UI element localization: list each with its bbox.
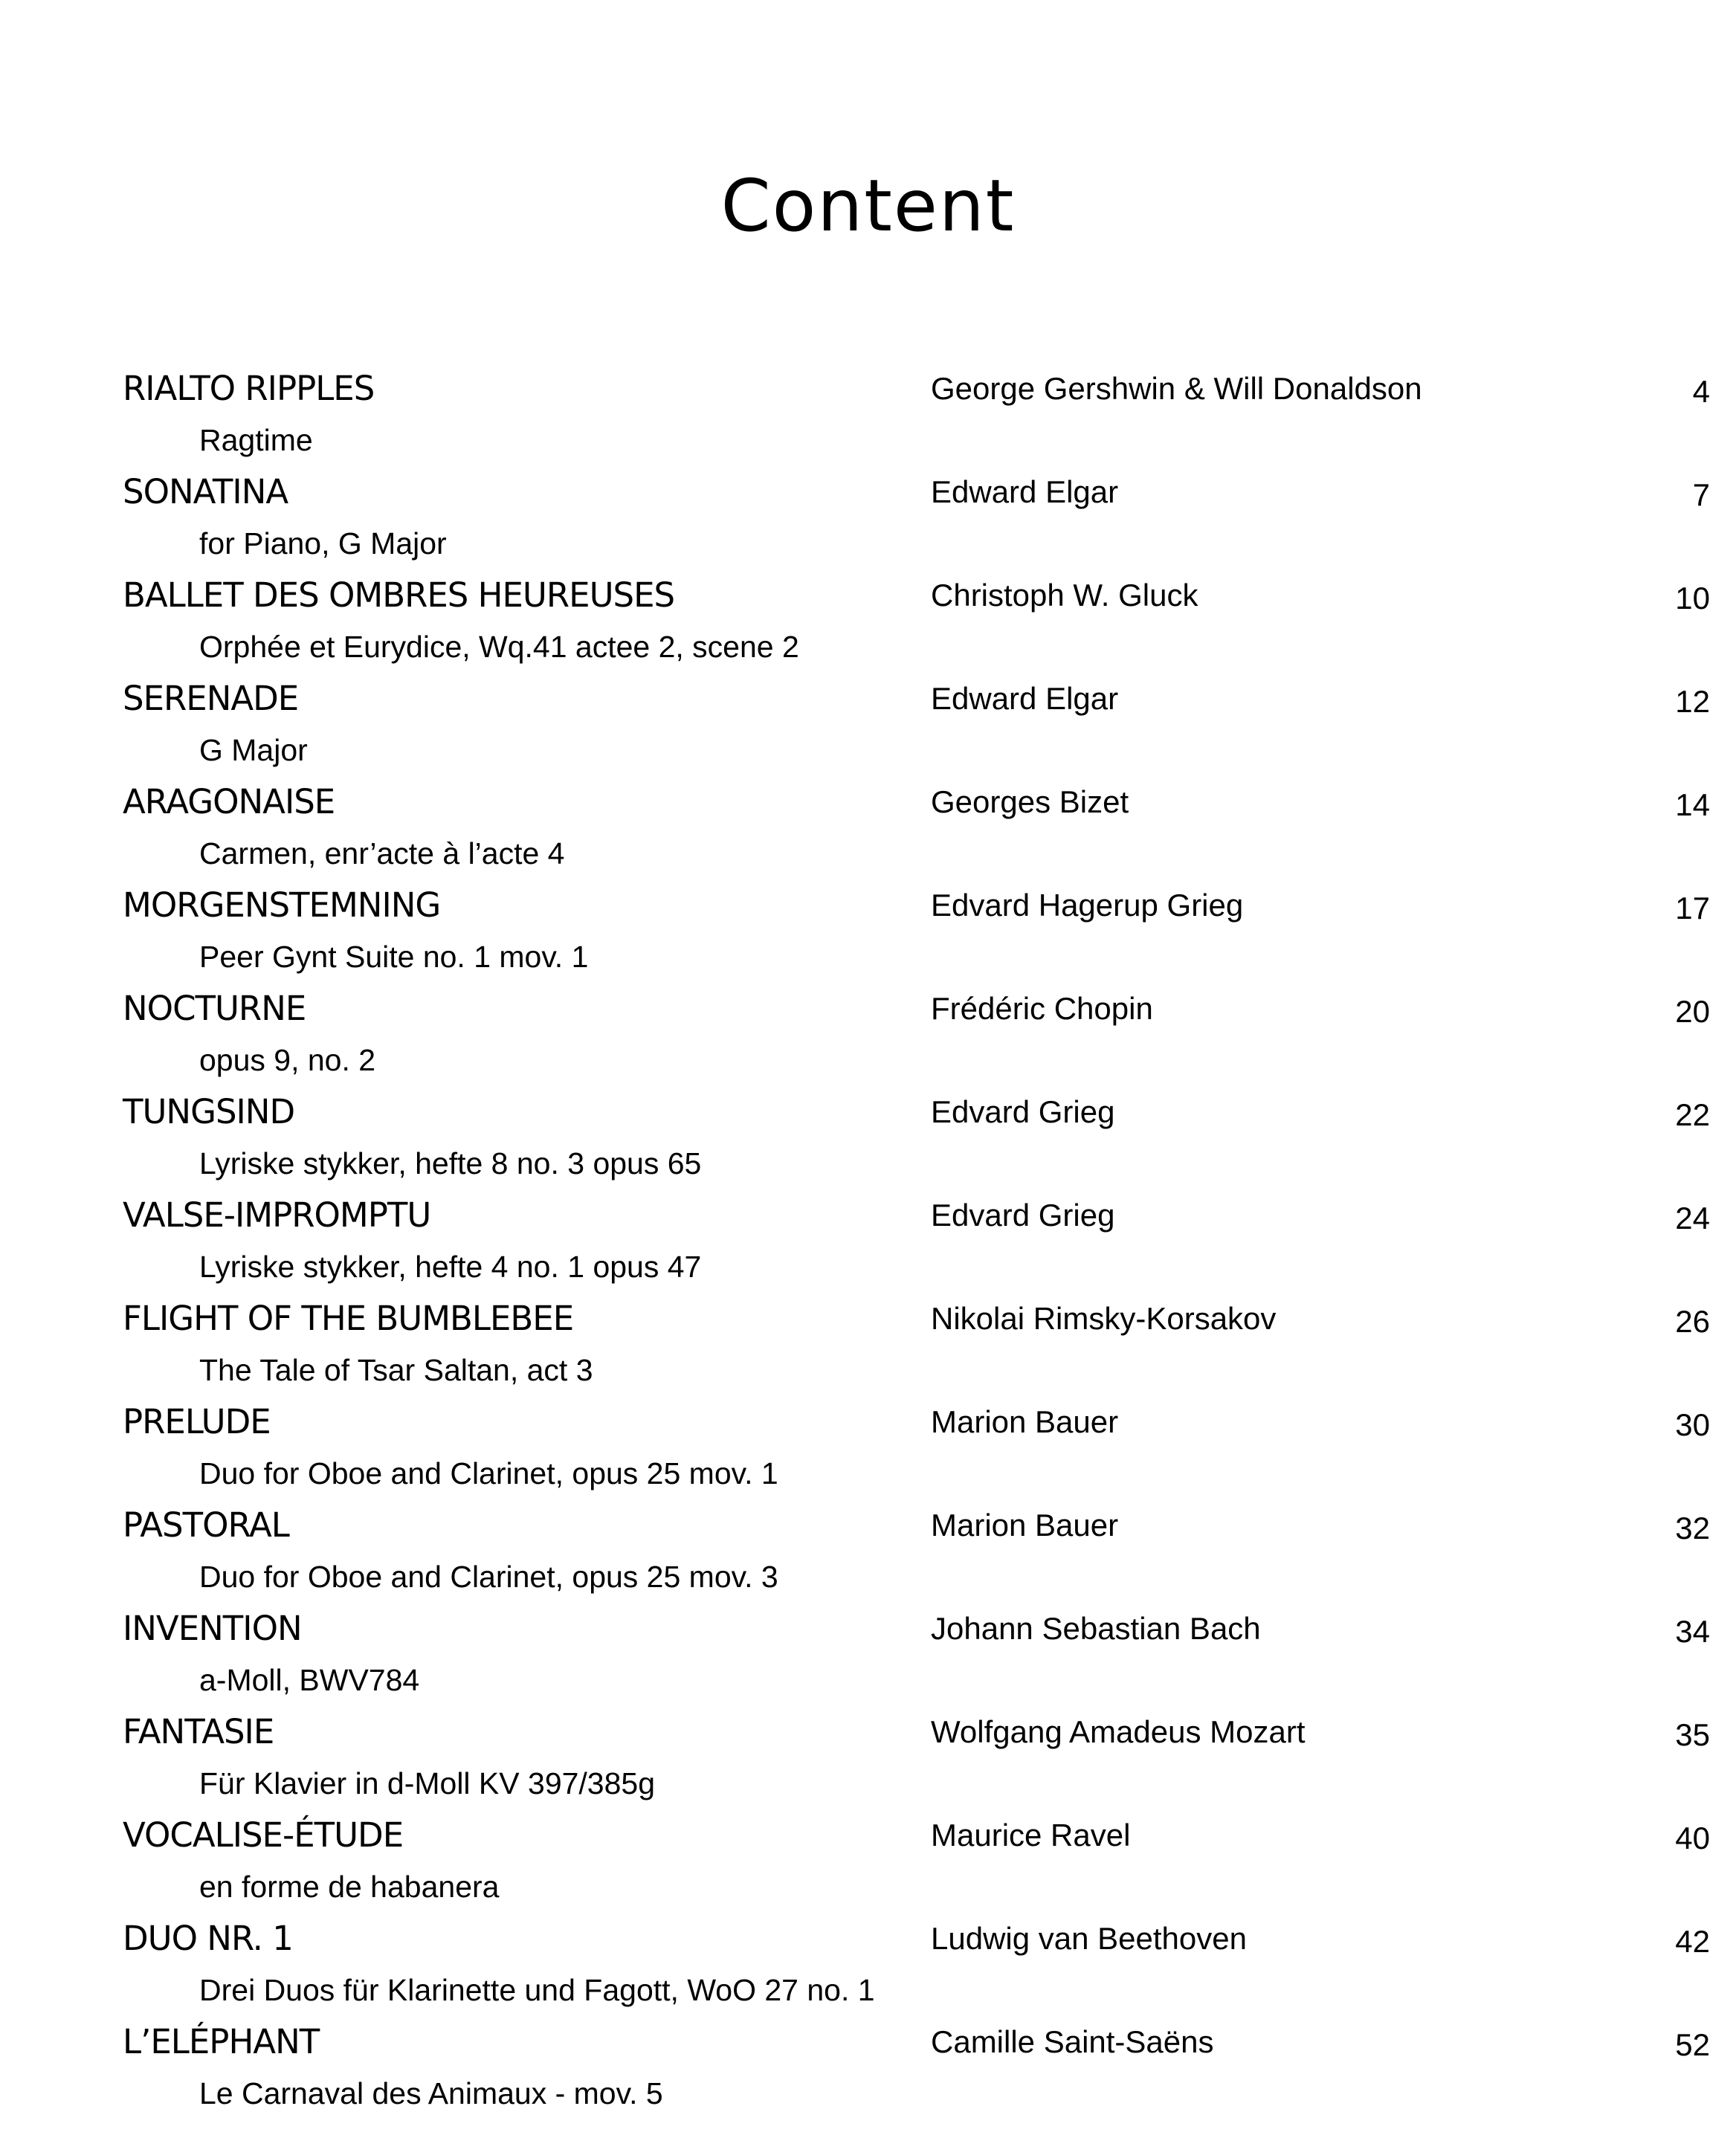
entry-title: PASTORAL <box>123 1505 289 1545</box>
toc-entry-l-elephant[interactable] <box>0 2018 1736 2121</box>
entry-title: NOCTURNE <box>123 989 306 1028</box>
entry-title: INVENTION <box>123 1609 302 1648</box>
entry-title: SONATINA <box>123 472 288 511</box>
entry-composer: Edward Elgar <box>931 474 1119 509</box>
toc-entry-serenade[interactable] <box>0 674 1736 778</box>
entry-composer: Johann Sebastian Bach <box>931 1611 1261 1646</box>
entry-composer: Christoph W. Gluck <box>931 578 1198 613</box>
table-of-contents <box>0 364 1736 2121</box>
entry-composer: Camille Saint-Saëns <box>931 2024 1214 2059</box>
entry-subtitle: Le Carnaval des Animaux - mov. 5 <box>199 2076 663 2110</box>
entry-title: PRELUDE <box>123 1402 271 1441</box>
toc-entry-nocturne[interactable] <box>0 984 1736 1088</box>
entry-composer: Georges Bizet <box>931 784 1129 819</box>
toc-entry-invention[interactable] <box>0 1604 1736 1708</box>
toc-entry-aragonaise[interactable] <box>0 778 1736 881</box>
entry-page-number: 34 <box>1675 1614 1710 1649</box>
toc-entry-morgenstemning[interactable] <box>0 881 1736 984</box>
entry-page-number: 40 <box>1675 1821 1710 1855</box>
entry-page-number: 52 <box>1675 2027 1710 2062</box>
entry-title: VALSE-IMPROMPTU <box>123 1195 431 1235</box>
toc-entry-sonatina[interactable] <box>0 468 1736 571</box>
entry-title: ARAGONAISE <box>123 782 335 821</box>
entry-page-number: 32 <box>1675 1511 1710 1545</box>
entry-page-number: 24 <box>1675 1201 1710 1236</box>
entry-subtitle: opus 9, no. 2 <box>199 1043 376 1077</box>
toc-entry-flight-of-the-bumblebee[interactable] <box>0 1294 1736 1398</box>
toc-entry-valse-impromptu[interactable] <box>0 1191 1736 1294</box>
toc-entry-vocalise-etude[interactable] <box>0 1811 1736 1914</box>
entry-subtitle: for Piano, G Major <box>199 526 447 561</box>
entry-subtitle: en forme de habanera <box>199 1870 500 1904</box>
toc-entry-tungsind[interactable] <box>0 1088 1736 1191</box>
toc-entry-prelude[interactable] <box>0 1398 1736 1501</box>
entry-subtitle: Carmen, enr’acte à l’acte 4 <box>199 836 565 871</box>
entry-subtitle: Orphée et Eurydice, Wq.41 actee 2, scene 2 <box>199 630 799 664</box>
entry-page-number: 12 <box>1675 684 1710 719</box>
entry-page-number: 42 <box>1675 1924 1710 1959</box>
entry-subtitle: Ragtime <box>199 423 313 457</box>
entry-title: TUNGSIND <box>123 1092 295 1131</box>
page-title: Content <box>720 164 1016 248</box>
entry-subtitle: The Tale of Tsar Saltan, act 3 <box>199 1353 593 1387</box>
entry-title: FANTASIE <box>123 1712 274 1751</box>
entry-composer: Edvard Grieg <box>931 1094 1115 1129</box>
entry-subtitle: Lyriske stykker, hefte 8 no. 3 opus 65 <box>199 1146 702 1180</box>
toc-entry-ballet-des-ombres-heureuses[interactable] <box>0 571 1736 674</box>
entry-page-number: 22 <box>1675 1097 1710 1132</box>
toc-entry-rialto-ripples[interactable] <box>0 364 1736 468</box>
entry-composer: Marion Bauer <box>931 1508 1119 1543</box>
entry-page-number: 17 <box>1675 891 1710 926</box>
toc-entry-pastoral[interactable] <box>0 1501 1736 1604</box>
entry-subtitle: a-Moll, BWV784 <box>199 1663 420 1697</box>
entry-page-number: 26 <box>1675 1304 1710 1339</box>
entry-title: BALLET DES OMBRES HEUREUSES <box>123 575 675 615</box>
entry-composer: Marion Bauer <box>931 1404 1119 1439</box>
entry-subtitle: Duo for Oboe and Clarinet, opus 25 mov. 1 <box>199 1456 778 1490</box>
entry-page-number: 10 <box>1675 581 1710 616</box>
entry-page-number: 35 <box>1675 1717 1710 1752</box>
entry-composer: Wolfgang Amadeus Mozart <box>931 1714 1306 1749</box>
entry-composer: Ludwig van Beethoven <box>931 1921 1247 1956</box>
entry-page-number: 30 <box>1675 1407 1710 1442</box>
entry-subtitle: Für Klavier in d-Moll KV 397/385g <box>199 1766 656 1800</box>
entry-composer: Nikolai Rimsky-Korsakov <box>931 1301 1277 1336</box>
entry-title: FLIGHT OF THE BUMBLEBEE <box>123 1299 574 1338</box>
entry-title: VOCALISE-ÉTUDE <box>123 1815 404 1855</box>
entry-subtitle: G Major <box>199 733 308 767</box>
entry-page-number: 14 <box>1675 787 1710 822</box>
entry-subtitle: Lyriske stykker, hefte 4 no. 1 opus 47 <box>199 1250 702 1284</box>
entry-composer: Edvard Grieg <box>931 1198 1115 1233</box>
entry-subtitle: Peer Gynt Suite no. 1 mov. 1 <box>199 940 589 974</box>
toc-entry-fantasie[interactable] <box>0 1708 1736 1811</box>
entry-composer: Edward Elgar <box>931 681 1119 716</box>
entry-subtitle: Drei Duos für Klarinette und Fagott, WoO 27 no. 1 <box>199 1973 875 2007</box>
entry-title: RIALTO RIPPLES <box>123 369 375 408</box>
toc-entry-duo-nr-1[interactable] <box>0 1914 1736 2018</box>
entry-composer: George Gershwin & Will Donaldson <box>931 371 1422 406</box>
entry-title: DUO NR. 1 <box>123 1919 293 1958</box>
entry-composer: Maurice Ravel <box>931 1818 1131 1853</box>
entry-composer: Edvard Hagerup Grieg <box>931 888 1244 923</box>
entry-page-number: 4 <box>1692 374 1710 409</box>
entry-composer: Frédéric Chopin <box>931 991 1153 1026</box>
entry-title: L’ELÉPHANT <box>123 2022 320 2061</box>
entry-subtitle: Duo for Oboe and Clarinet, opus 25 mov. 3 <box>199 1560 778 1594</box>
entry-page-number: 7 <box>1692 477 1710 512</box>
entry-page-number: 20 <box>1675 994 1710 1029</box>
entry-title: SERENADE <box>123 679 299 718</box>
entry-title: MORGENSTEMNING <box>123 885 441 925</box>
